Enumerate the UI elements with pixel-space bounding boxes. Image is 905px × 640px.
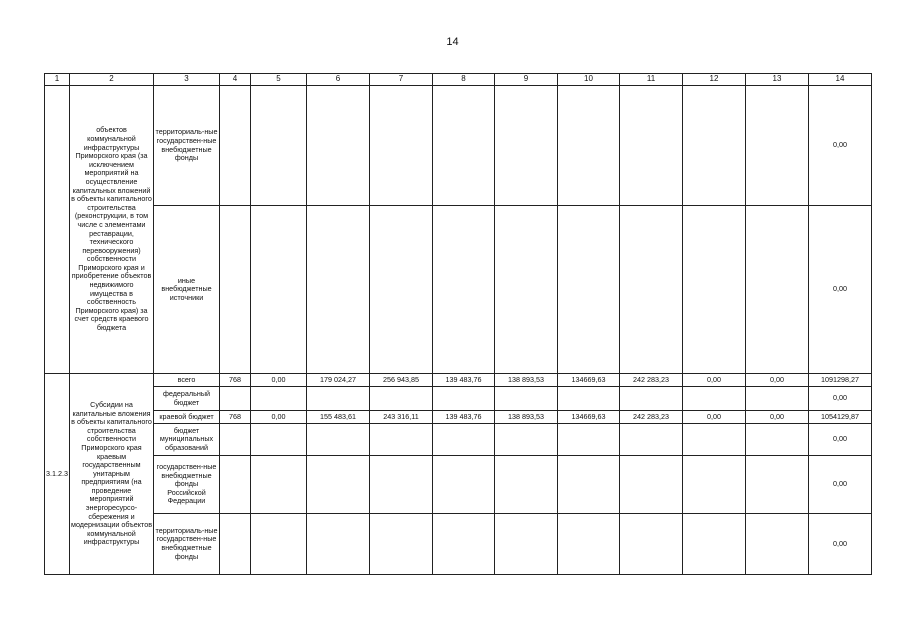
table-row bbox=[45, 424, 872, 456]
header-cell: 2 bbox=[70, 74, 154, 86]
funding-source: государствен-ные внебюджетные фонды Российской Федерации bbox=[154, 456, 220, 514]
value-cell: 139 483,76 bbox=[433, 411, 495, 424]
header-row bbox=[45, 74, 872, 86]
total-cell: 0,00 bbox=[809, 387, 872, 411]
page-number: 14 bbox=[446, 36, 459, 48]
header-cell: 5 bbox=[251, 74, 307, 86]
total-cell: 0,00 bbox=[809, 206, 872, 374]
total-cell: 0,00 bbox=[809, 86, 872, 206]
header-cell: 4 bbox=[220, 74, 251, 86]
measure-description: объектов коммунальной инфраструктуры Приморского края (за исключением мероприятий на осуществление капитальных вложений в объекты капитального строительства (реконструкции, в том числе с элементами реставрации, технического перевооружения) собственности Приморского края и приобретение объектов недвижимого имущества в собственность Приморского края) за счет средств краевого бюджета bbox=[70, 86, 154, 374]
value-cell: 256 943,85 bbox=[370, 374, 433, 387]
header-cell: 11 bbox=[620, 74, 683, 86]
value-cell: 243 316,11 bbox=[370, 411, 433, 424]
header-cell: 14 bbox=[809, 74, 872, 86]
header-cell: 8 bbox=[433, 74, 495, 86]
total-cell: 0,00 bbox=[809, 424, 872, 456]
value-cell: 0,00 bbox=[251, 411, 307, 424]
measure-description: Субсидии на капитальные вложения в объекты капитального строительства собственности Приморского края краевым государственным унитарным предприятиям (на проведение мероприятий энергоресурсо-сбережения и модернизации объектов коммунальной инфраструктуры bbox=[70, 374, 154, 575]
total-cell: 1054129,87 bbox=[809, 411, 872, 424]
header-cell: 13 bbox=[746, 74, 809, 86]
value-cell: 0,00 bbox=[251, 374, 307, 387]
value-cell: 768 bbox=[220, 374, 251, 387]
header-cell: 12 bbox=[683, 74, 746, 86]
total-cell: 0,00 bbox=[809, 514, 872, 575]
table-row bbox=[45, 374, 872, 387]
value-cell: 242 283,23 bbox=[620, 411, 683, 424]
header-cell: 1 bbox=[45, 74, 70, 86]
value-cell: 0,00 bbox=[746, 374, 809, 387]
funding-source: краевой бюджет bbox=[154, 411, 220, 424]
funding-source: территориаль-ные государствен-ные внебюджетные фонды bbox=[154, 514, 220, 575]
header-cell: 3 bbox=[154, 74, 220, 86]
value-cell: 139 483,76 bbox=[433, 374, 495, 387]
table-row bbox=[45, 456, 872, 514]
value-cell: 0,00 bbox=[746, 411, 809, 424]
table-row bbox=[45, 411, 872, 424]
funding-source: бюджет муниципальных образований bbox=[154, 424, 220, 456]
value-cell: 768 bbox=[220, 411, 251, 424]
value-cell: 179 024,27 bbox=[307, 374, 370, 387]
header-cell: 10 bbox=[558, 74, 620, 86]
funding-source: иные внебюджетные источники bbox=[154, 206, 220, 374]
budget-table bbox=[44, 73, 872, 575]
table-row bbox=[45, 387, 872, 411]
value-cell: 134669,63 bbox=[558, 374, 620, 387]
value-cell: 138 893,53 bbox=[495, 411, 558, 424]
value-cell: 0,00 bbox=[683, 374, 746, 387]
value-cell: 0,00 bbox=[683, 411, 746, 424]
table-row bbox=[45, 206, 872, 374]
funding-source: территориаль-ные государствен-ные внебюджетные фонды bbox=[154, 86, 220, 206]
total-cell: 1091298,27 bbox=[809, 374, 872, 387]
value-cell: 242 283,23 bbox=[620, 374, 683, 387]
table-row bbox=[45, 514, 872, 575]
header-cell: 9 bbox=[495, 74, 558, 86]
header-cell: 6 bbox=[307, 74, 370, 86]
funding-source: всего bbox=[154, 374, 220, 387]
table-row bbox=[45, 86, 872, 206]
total-cell: 0,00 bbox=[809, 456, 872, 514]
code-cell: 3.1.2.3 bbox=[45, 374, 70, 575]
value-cell: 134669,63 bbox=[558, 411, 620, 424]
code-cell bbox=[45, 86, 70, 374]
header-cell: 7 bbox=[370, 74, 433, 86]
funding-source: федеральный бюджет bbox=[154, 387, 220, 411]
value-cell: 155 483,61 bbox=[307, 411, 370, 424]
value-cell: 138 893,53 bbox=[495, 374, 558, 387]
